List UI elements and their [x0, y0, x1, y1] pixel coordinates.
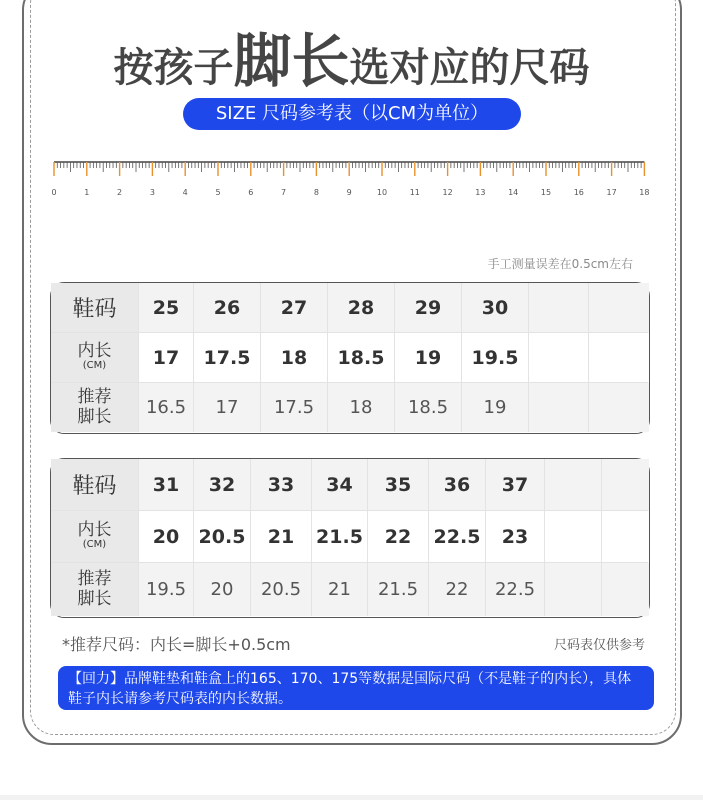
shoe-size-value: 33	[267, 473, 295, 496]
shoe-size-value: 25	[152, 296, 180, 319]
table-cell	[602, 563, 648, 616]
foot-length-value: 19.5	[145, 579, 187, 600]
table-cell	[139, 563, 194, 616]
foot-length-value: 21	[328, 579, 351, 600]
size-table-1	[50, 282, 650, 434]
table-cell	[261, 283, 328, 333]
foot-length-value: 19	[483, 397, 507, 418]
inner-length-value: 17	[152, 346, 180, 369]
title-part-2: 脚长	[233, 27, 350, 95]
brand-size-notice-banner	[58, 666, 654, 710]
row-label-inner-unit: (CM)	[82, 360, 107, 372]
ruler-label: 8	[313, 188, 319, 197]
ruler-label: 3	[149, 188, 155, 197]
table-row	[51, 511, 649, 563]
row-label-inner-unit: (CM)	[82, 539, 107, 551]
row-label-size: 鞋码	[72, 474, 117, 499]
shoe-size-value: 34	[326, 473, 353, 496]
table-cell	[194, 333, 261, 383]
foot-length-value: 18	[349, 397, 373, 418]
table-cell	[545, 563, 602, 616]
measurement-error-note: 手工测量误差在0.5cm左右	[487, 257, 633, 271]
inner-length-value: 17.5	[203, 346, 251, 369]
ruler	[52, 160, 652, 205]
ruler-label: 0	[51, 188, 57, 197]
ruler-label: 16	[573, 188, 584, 197]
table-cell	[139, 383, 194, 432]
table-row	[51, 333, 649, 383]
table-cell	[602, 511, 648, 563]
table-cell	[462, 383, 529, 432]
table-cell	[328, 383, 395, 432]
table-cell	[429, 459, 486, 511]
ruler-label: 18	[639, 188, 650, 197]
shoe-size-value: 37	[501, 473, 529, 496]
table-cell	[251, 563, 312, 616]
table-cell	[139, 283, 194, 333]
row-header	[51, 283, 139, 333]
table-cell	[589, 383, 648, 432]
banner-line-2: 鞋子内长请参考尺码表的内长数据。	[68, 691, 292, 707]
title-part-3: 选对应的尺码	[349, 45, 590, 91]
table-cell	[328, 333, 395, 383]
ruler-label: 14	[508, 188, 519, 197]
table-cell	[194, 459, 251, 511]
table-cell	[462, 333, 529, 383]
table-cell	[312, 511, 368, 563]
table-cell	[545, 459, 602, 511]
table-cell	[395, 383, 462, 432]
foot-length-value: 22	[445, 579, 469, 600]
table-row	[51, 283, 649, 333]
banner-line-1: 【回力】品牌鞋垫和鞋盒上的165、170、175等数据是国际尺码（不是鞋子的内长），具体	[68, 671, 632, 687]
table-cell	[251, 459, 312, 511]
table-cell	[545, 511, 602, 563]
table-cell	[589, 333, 648, 383]
foot-length-value: 18.5	[407, 397, 449, 418]
inner-length-value: 21.5	[316, 525, 363, 548]
size-table-2	[50, 458, 650, 618]
table-cell	[251, 511, 312, 563]
table-cell	[395, 333, 462, 383]
ruler-label: 4	[182, 188, 188, 197]
shoe-size-value: 35	[384, 473, 412, 496]
table-cell	[139, 459, 194, 511]
table-cell	[529, 283, 589, 333]
table-cell	[328, 283, 395, 333]
table-cell	[261, 333, 328, 383]
row-label-inner	[78, 522, 112, 550]
table-cell	[529, 383, 589, 432]
row-header	[51, 383, 139, 432]
row-header	[51, 563, 139, 616]
shoe-size-value: 28	[347, 296, 375, 319]
foot-length-value: 21.5	[377, 579, 419, 600]
table-cell	[139, 511, 194, 563]
inner-length-value: 22	[384, 525, 412, 548]
row-label-foot	[78, 388, 112, 427]
table-cell	[395, 283, 462, 333]
row-header	[51, 511, 139, 563]
ruler-label: 2	[117, 188, 123, 197]
inner-length-value: 19.5	[471, 346, 519, 369]
foot-length-value: 20	[210, 579, 234, 600]
row-label-size: 鞋码	[72, 297, 117, 322]
row-label-foot-line-2: 脚长	[77, 406, 112, 427]
table-cell	[261, 383, 328, 432]
ruler-label: 1	[84, 188, 90, 197]
ruler-label: 12	[442, 188, 453, 197]
foot-length-value: 17.5	[273, 397, 315, 418]
table-cell	[486, 459, 545, 511]
table-cell	[194, 563, 251, 616]
page-title	[0, 14, 703, 98]
foot-length-value: 22.5	[494, 579, 536, 600]
size-chart-pill: SIZE 尺码参考表（以CM为单位）	[183, 98, 521, 130]
reference-only-note: 尺码表仅供参考	[553, 638, 645, 653]
ruler-label: 17	[606, 188, 617, 197]
row-label-inner	[78, 343, 112, 371]
table-cell	[368, 511, 429, 563]
shoe-size-value: 31	[152, 473, 180, 496]
inner-length-value: 19	[414, 346, 442, 369]
ruler-label: 15	[540, 188, 552, 197]
table-cell	[429, 563, 486, 616]
inner-length-value: 20.5	[198, 525, 246, 548]
foot-length-value: 20.5	[260, 579, 302, 600]
row-header	[51, 459, 139, 511]
table-row	[51, 459, 649, 511]
shoe-size-value: 27	[280, 296, 308, 319]
shoe-size-value: 32	[208, 473, 236, 496]
ruler-label: 9	[346, 188, 352, 197]
table-row	[51, 383, 649, 432]
recommended-size-formula: *推荐尺码：内长=脚长+0.5cm	[62, 635, 291, 654]
shoe-size-value: 29	[414, 296, 442, 319]
row-label-inner-text: 内长	[77, 520, 112, 541]
table-cell	[486, 511, 545, 563]
row-label-foot-line-1: 推荐	[77, 386, 112, 407]
ruler-label: 13	[475, 188, 486, 197]
row-label-foot	[78, 570, 112, 609]
table-cell	[429, 511, 486, 563]
inner-length-value: 23	[501, 525, 529, 548]
table-cell	[368, 563, 429, 616]
row-label-foot-line-2: 脚长	[77, 588, 112, 609]
table-cell	[139, 333, 194, 383]
ruler-label: 11	[409, 188, 420, 197]
inner-length-value: 21	[267, 525, 295, 548]
table-cell	[602, 459, 648, 511]
inner-length-value: 22.5	[433, 525, 481, 548]
bottom-divider	[0, 795, 703, 800]
inner-length-value: 20	[152, 525, 180, 548]
table-cell	[368, 459, 429, 511]
ruler-label: 10	[376, 188, 388, 197]
inner-length-value: 18	[280, 346, 308, 369]
foot-length-value: 17	[215, 397, 239, 418]
row-label-foot-line-1: 推荐	[77, 568, 112, 589]
table-cell	[312, 563, 368, 616]
ruler-label: 7	[281, 188, 287, 197]
row-label-inner-text: 内长	[77, 341, 112, 362]
table-cell	[194, 283, 261, 333]
title-part-1: 按孩子	[113, 45, 234, 91]
table-cell	[486, 563, 545, 616]
table-cell	[529, 333, 589, 383]
inner-length-value: 18.5	[337, 346, 385, 369]
table-cell	[312, 459, 368, 511]
table-cell	[589, 283, 648, 333]
row-header	[51, 333, 139, 383]
table-row	[51, 563, 649, 616]
table-cell	[194, 511, 251, 563]
shoe-size-value: 26	[213, 296, 241, 319]
ruler-label: 6	[248, 188, 254, 197]
foot-length-value: 16.5	[145, 397, 187, 418]
shoe-size-value: 30	[481, 296, 509, 319]
table-cell	[194, 383, 261, 432]
ruler-label: 5	[215, 188, 221, 197]
shoe-size-value: 36	[443, 473, 471, 496]
table-cell	[462, 283, 529, 333]
